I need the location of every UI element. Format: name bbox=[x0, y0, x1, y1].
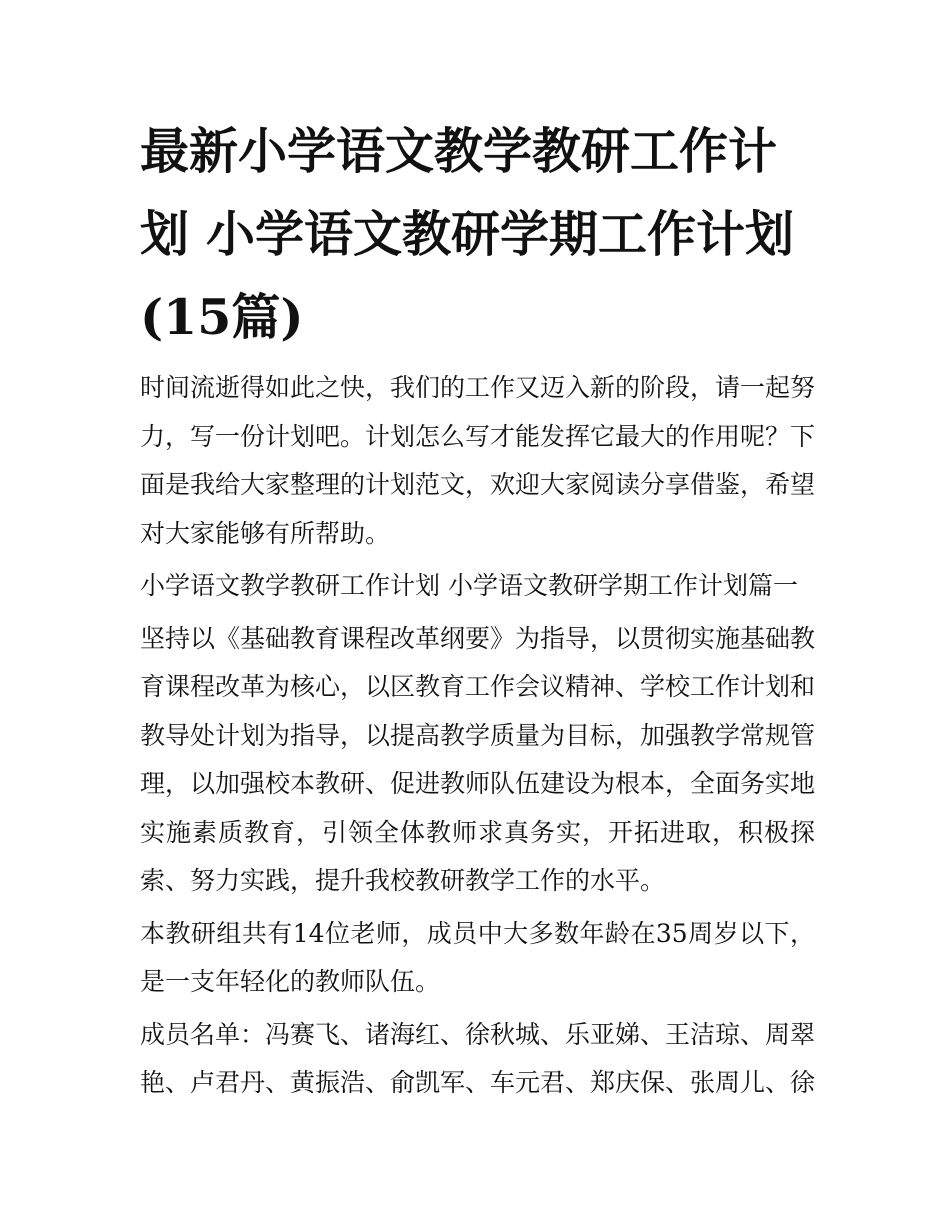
guideline-paragraph: 坚持以《基础教育课程改革纲要》为指导，以贯彻实施基础教育课程改革为核心，以区教育工作会议精神、学校工作计划和教导处计划为指导，以提高教学质量为目标，加强教学常规管理，以加强校本教研、促进教师队伍建设为根本，全面务实地实施素质教育，引领全体教师求真务实，开拓进取，积极探索、努力实践，提升我校教研教学工作的水平。 bbox=[140, 623, 816, 895]
member-list-paragraph: 成员名单：冯赛飞、诸海红、徐秋城、乐亚娣、王洁琼、周翠艳、卢君丹、黄振浩、俞凯军、车元君、郑庆保、张周儿、徐 bbox=[140, 1019, 816, 1097]
document-page bbox=[140, 110, 815, 1112]
section-heading: 小学语文教学教研工作计划 小学语文教研学期工作计划篇一 bbox=[140, 571, 798, 600]
intro-paragraph: 时间流逝得如此之快，我们的工作又迈入新的阶段，请一起努力，写一份计划吧。计划怎么写才能发挥它最大的作用呢？下面是我给大家整理的计划范文，欢迎大家阅读分享借鉴，希望对大家能够有所帮助。 bbox=[140, 373, 816, 548]
document-title: 最新小学语文教学教研工作计划 小学语文教研学期工作计划(15篇) bbox=[140, 122, 795, 346]
team-paragraph: 本教研组共有14位老师，成员中大多数年龄在35周岁以下，是一支年轻化的教师队伍。 bbox=[140, 918, 815, 996]
